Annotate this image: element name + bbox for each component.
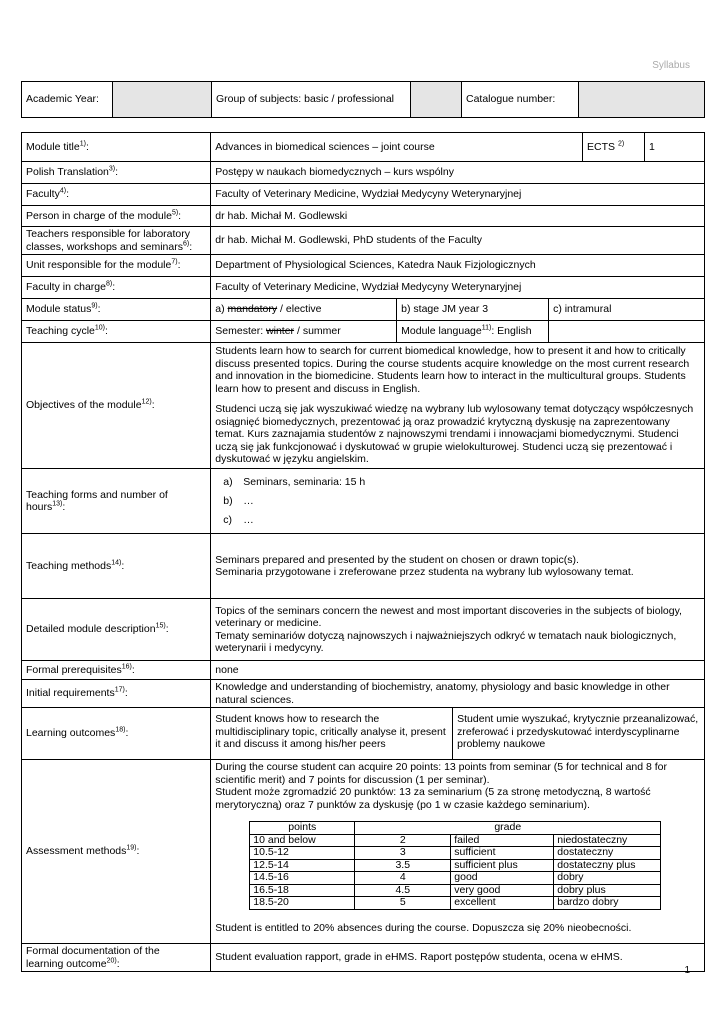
forms-label: Teaching forms and number of hours$^{13)}$:	[22, 469, 211, 534]
description-value	[211, 599, 705, 661]
forms-value	[211, 469, 705, 534]
assessment-value	[211, 760, 705, 944]
grade-points: 10 and below	[250, 834, 355, 847]
cycle-label: Teaching cycle$^{10)}$:	[22, 321, 211, 343]
row-description	[22, 599, 705, 661]
forms-item: a) Seminars, seminaria: 15 h	[223, 475, 366, 488]
objectives-en: Students learn how to search for current biomedical knowledge, how to present it and how to critically discuss presented topics. During the course students acquire knowledge on the most current research and innovation in the biomedicine. Students learn how to interact in the multicultural groups. Students learn how to present and discuss in English.	[215, 345, 690, 395]
row-forms	[22, 469, 705, 534]
polish-label: Polish Translation$^{3)}$:	[22, 162, 211, 184]
teachers-value: dr hab. Michał M. Godlewski, PhD students of the Faculty	[211, 227, 705, 255]
academic-year-value	[113, 82, 212, 118]
row-person	[22, 206, 705, 227]
grade-pl: niedostateczny	[554, 834, 661, 847]
status-label: Module status$^{9)}$:	[22, 299, 211, 321]
grade-en: good	[451, 872, 554, 885]
teachers-label: Teachers responsible for laboratory classes, workshops and seminars$^{6)}$:	[22, 227, 211, 255]
row-unit	[22, 255, 705, 277]
unit-label: Unit responsible for the module$^{7)}$:	[22, 255, 211, 277]
academic-year-label: Academic Year:	[22, 82, 113, 118]
grade-en: sufficient	[451, 847, 554, 860]
initial-label: Initial requirements$^{17)}$:	[22, 680, 211, 708]
cycle-semester: Semester: winter / summer	[211, 321, 397, 343]
grade-row	[250, 859, 661, 872]
prereq-value: none	[211, 661, 705, 680]
faculty-value: Faculty of Veterinary Medicine, Wydział Medycyny Weterynaryjnej	[211, 184, 705, 206]
row-outcomes	[22, 708, 705, 760]
person-value: dr hab. Michał M. Godlewski	[211, 206, 705, 227]
objectives-value	[211, 343, 705, 469]
row-initial	[22, 680, 705, 708]
outcomes-pl: Student umie wyszukać, krytycznie przeanalizować, zreferować i przedyskutować interdyscyplinarne problemy naukowe	[453, 708, 705, 760]
faculty-charge-label: Faculty in charge$^{8)}$:	[22, 277, 211, 299]
faculty-charge-value: Faculty of Veterinary Medicine, Wydział Medycyny Weterynaryjnej	[211, 277, 705, 299]
grade-number: 4	[355, 872, 451, 885]
grade-number: 3.5	[355, 859, 451, 872]
module-title-value: Advances in biomedical sciences – joint course	[211, 133, 583, 162]
ects-value: 1	[645, 133, 705, 162]
catalogue-value	[579, 82, 705, 118]
grade-pl: dobry plus	[554, 884, 661, 897]
grade-en: excellent	[451, 897, 554, 910]
forms-item: c) …	[223, 513, 254, 526]
syllabus-header: Syllabus	[652, 60, 690, 71]
assessment-absence: Student is entitled to 20% absences during the course. Dopuszcza się 20% nieobecności.	[215, 921, 632, 934]
grades-header	[250, 822, 661, 835]
grade-row	[250, 834, 661, 847]
prereq-label: Formal prerequisites$^{16)}$:	[22, 661, 211, 680]
grade-en: very good	[451, 884, 554, 897]
methods-pl: Seminaria przygotowane i zreferowane przez studenta na wybrany lub wylosowany temat.	[215, 566, 634, 578]
initial-value: Knowledge and understanding of biochemistry, anatomy, physiology and basic knowledge in other natural sciences.	[211, 680, 705, 708]
grade-en: sufficient plus	[451, 859, 554, 872]
methods-value	[211, 534, 705, 599]
outcomes-label: Learning outcomes$^{18)}$:	[22, 708, 211, 760]
grades-header-points: points	[250, 822, 355, 835]
description-en: Topics of the seminars concern the newest and most important discoveries in the subjects of biology, veterinary or medicine.	[215, 604, 682, 629]
grade-pl: dobry	[554, 872, 661, 885]
unit-value: Department of Physiological Sciences, Katedra Nauk Fizjologicznych	[211, 255, 705, 277]
grade-points: 12.5-14	[250, 859, 355, 872]
academic-info-table	[21, 81, 705, 118]
row-faculty	[22, 184, 705, 206]
methods-en: Seminars prepared and presented by the student on chosen or drawn topic(s).	[215, 553, 579, 566]
outcomes-en: Student knows how to research the multidisciplinary topic, critically analyse it, present it and discuss it among his/her peers	[211, 708, 453, 760]
row-cycle	[22, 321, 705, 343]
grades-table	[249, 821, 661, 910]
assessment-en: During the course student can acquire 20 points: 13 points from seminar (5 for technical and 8 for scientific merit) and 7 points for discussion (1 per seminar).	[215, 761, 668, 786]
group-value	[411, 82, 462, 118]
description-pl: Tematy seminariów dotyczą najnowszych i najważniejszych odkryć w tematach nauk biologicznych, weterynarii i medycyny.	[215, 629, 677, 654]
grade-number: 2	[355, 834, 451, 847]
row-teachers	[22, 227, 705, 255]
row-module-title	[22, 133, 705, 162]
group-label: Group of subjects: basic / professional	[212, 82, 411, 118]
status-b: b) stage JM year 3	[397, 299, 549, 321]
row-faculty-charge	[22, 277, 705, 299]
page-number: 1	[684, 965, 690, 976]
objectives-label: Objectives of the module$^{12)}$:	[22, 343, 211, 469]
row-objectives	[22, 343, 705, 469]
grades-header-grade: grade	[355, 822, 661, 835]
methods-label: Teaching methods$^{14)}$:	[22, 534, 211, 599]
grade-row	[250, 897, 661, 910]
status-c: c) intramural	[549, 299, 705, 321]
row-status	[22, 299, 705, 321]
grade-points: 10.5-12	[250, 847, 355, 860]
person-label: Person in charge of the module$^{5)}$:	[22, 206, 211, 227]
grade-number: 5	[355, 897, 451, 910]
module-title-label: Module title$^{1)}$:	[22, 133, 211, 162]
forms-list	[215, 473, 700, 530]
faculty-label: Faculty$^{4)}$:	[22, 184, 211, 206]
documentation-value: Student evaluation rapport, grade in eHMS. Raport postępów studenta, ocena w eHMS.	[211, 944, 705, 972]
catalogue-label: Catalogue number:	[462, 82, 579, 118]
grade-pl: dostateczny	[554, 847, 661, 860]
cycle-language: Module language$^{11)}$: English	[397, 321, 549, 343]
ects-label: ECTS $^{2)}$	[583, 133, 645, 162]
grade-number: 4.5	[355, 884, 451, 897]
row-polish	[22, 162, 705, 184]
polish-value: Postępy w naukach biomedycznych – kurs wspólny	[211, 162, 705, 184]
grade-row	[250, 884, 661, 897]
grade-points: 16.5-18	[250, 884, 355, 897]
objectives-pl: Studenci uczą się jak wyszukiwać wiedzę na wybrany lub wylosowany temat dotyczący współczesnych osiągnięć biomedycznych, prezentować ją oraz prowadzić krytyczną dyskusję na zaprezentowany temat. Kurs zaznajamia studentów z najnowszymi trendami i innowacjami biomedycznymi. Studenci uczą się jak funkcjonować i dyskutować w grupie wielokulturowej. Studenci uczą się prezentować i dyskutować w języku angielskim.	[215, 403, 694, 466]
row-prereq	[22, 661, 705, 680]
grade-en: failed	[451, 834, 554, 847]
row-documentation	[22, 944, 705, 972]
row-methods	[22, 534, 705, 599]
forms-item: b) …	[223, 494, 254, 507]
documentation-label: Formal documentation of the learning outcome$^{20)}$:	[22, 944, 211, 972]
description-label: Detailed module description$^{15)}$:	[22, 599, 211, 661]
grade-points: 18.5-20	[250, 897, 355, 910]
cycle-empty	[549, 321, 705, 343]
row-assessment	[22, 760, 705, 944]
module-table	[21, 132, 705, 972]
grade-pl: dostateczny plus	[554, 859, 661, 872]
grade-row	[250, 872, 661, 885]
grade-row	[250, 847, 661, 860]
grade-pl: bardzo dobry	[554, 897, 661, 910]
grade-points: 14.5-16	[250, 872, 355, 885]
assessment-label: Assessment methods$^{19)}$:	[22, 760, 211, 944]
assessment-pl: Student może zgromadzić 20 punktów: 13 za seminarium (5 za stronę metodyczną, 8 wartość merytoryczną) oraz 7 punktów za dyskusję (po 1 w czasie każdego seminarium).	[215, 786, 651, 811]
grade-number: 3	[355, 847, 451, 860]
status-a: a) mandatory / elective	[211, 299, 397, 321]
